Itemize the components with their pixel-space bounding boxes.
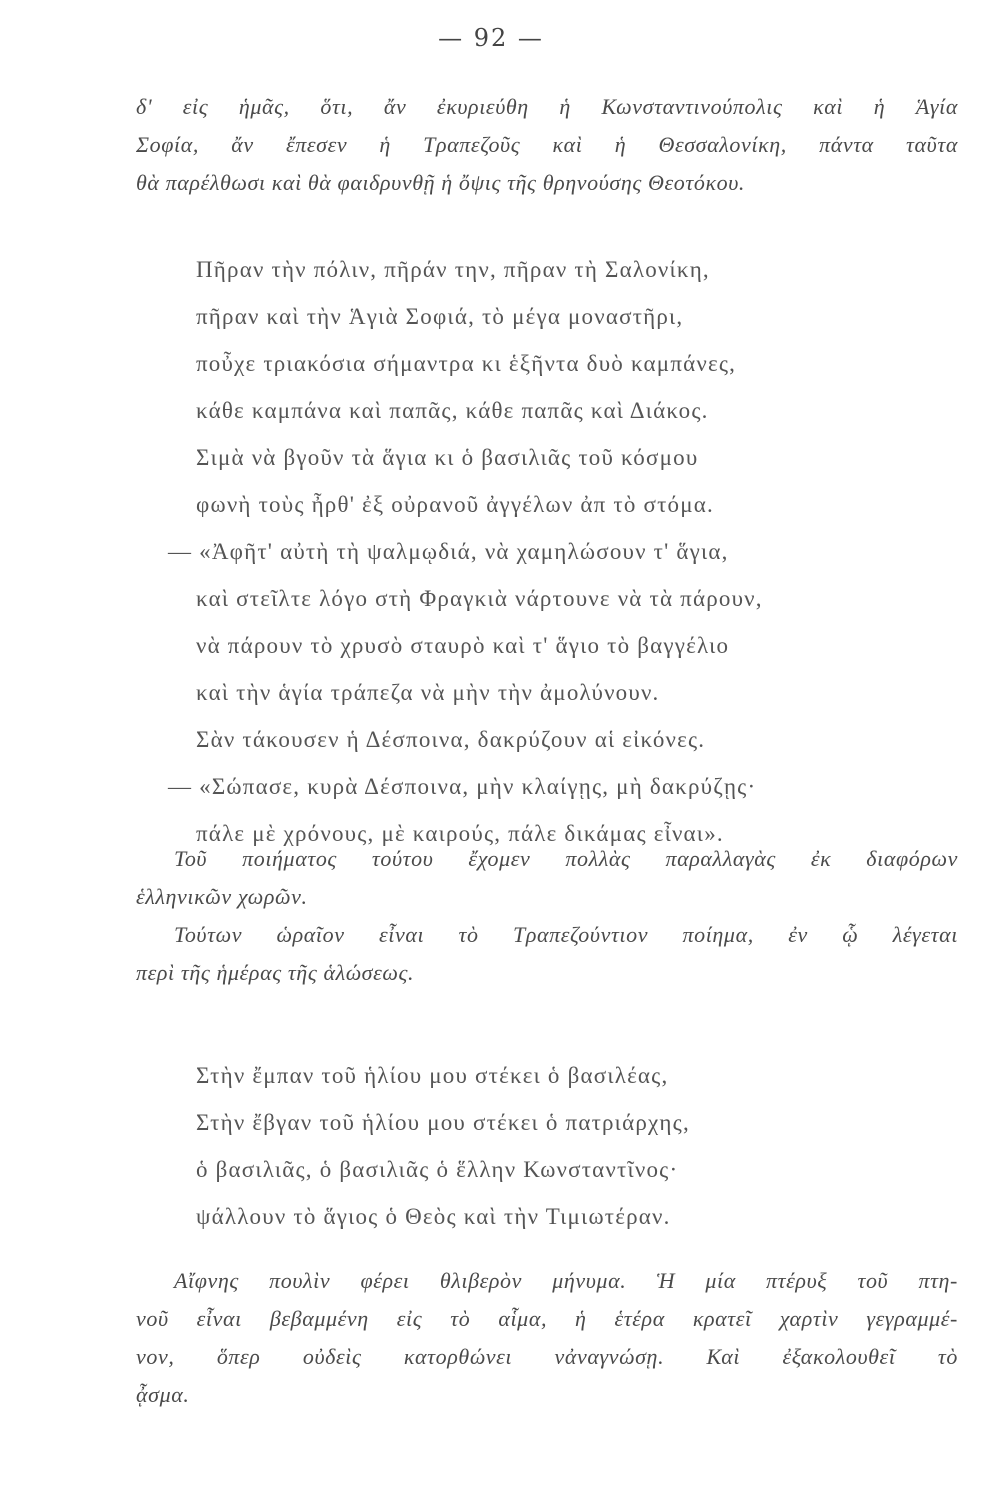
poem-trebizond — [196, 1052, 916, 1240]
text-line: Σοφία, ἄν ἔπεσεν ἡ Τραπεζοῦς καὶ ἡ Θεσσαλονίκη, πάντα ταῦτα — [136, 132, 958, 157]
verse-line: — «Ἀφῆτ' αὐτὴ τὴ ψαλμῳδιά, νὰ χαμηλώσουν τ' ἅγια, — [168, 539, 729, 564]
intro-paragraph — [136, 88, 958, 202]
text-line: Τούτων ὡραῖον εἶναι τὸ Τραπεζούντιον ποίημα, ἐν ᾧ λέγεται — [174, 922, 958, 947]
verse-line: — «Σώπασε, κυρὰ Δέσποινα, μὴν κλαίγῃς, μὴ δακρύζῃς· — [168, 774, 757, 799]
text-line: ἑλληνικῶν χωρῶν. — [136, 884, 308, 909]
text-line: νον, ὅπερ οὐδεὶς κατορθώνει νἀναγνώσῃ. Καὶ ἐξακολουθεῖ τὸ — [136, 1344, 958, 1369]
verse-line: ψάλλουν τὸ ἅγιος ὁ Θεὸς καὶ τὴν Τιμιωτέραν. — [196, 1204, 671, 1229]
verse-line: κάθε καμπάνα καὶ παπᾶς, κάθε παπᾶς καὶ Διάκος. — [196, 398, 709, 423]
verse-line: Σὰν τάκουσεν ἡ Δέσποινα, δακρύζουν αἱ εἰκόνες. — [196, 727, 706, 752]
text-line: Αἴφνης πουλὶν φέρει θλιβερὸν μήνυμα. Ἡ μία πτέρυξ τοῦ πτη- — [174, 1268, 958, 1293]
text-line: νοῦ εἶναι βεβαμμένη εἰς τὸ αἷμα, ἡ ἑτέρα κρατεῖ χαρτὶν γεγραμμέ- — [136, 1306, 958, 1331]
verse-line: Πῆραν τὴν πόλιν, πῆράν την, πῆραν τὴ Σαλονίκη, — [196, 257, 710, 282]
verse-line: νὰ πάρουν τὸ χρυσὸ σταυρὸ καὶ τ' ἅγιο τὸ βαγγέλιο — [196, 633, 730, 658]
final-paragraph — [136, 1262, 958, 1414]
text-line: θὰ παρέλθωσι καὶ θὰ φαιδρυνθῇ ἡ ὄψις τῆς θρηνούσης Θεοτόκου. — [136, 170, 746, 195]
verse-line: πῆραν καὶ τὴν Ἁγιὰ Σοφιά, τὸ μέγα μοναστῆρι, — [196, 304, 684, 329]
verse-line: καὶ στεῖλτε λόγο στὴ Φραγκιὰ νάρτουνε νὰ τὰ πάρουν, — [196, 586, 763, 611]
text-line: περὶ τῆς ἡμέρας τῆς ἁλώσεως. — [136, 960, 415, 985]
verse-line: πάλε μὲ χρόνους, μὲ καιρούς, πάλε δικάμας εἶναι». — [196, 821, 724, 846]
text-line: ᾆσμα. — [136, 1382, 190, 1407]
verse-line: Στὴν ἔβγαν τοῦ ἡλίου μου στέκει ὁ πατριάρχης, — [196, 1110, 690, 1135]
verse-line: Σιμὰ νὰ βγοῦν τὰ ἅγια κι ὁ βασιλιᾶς τοῦ κόσμου — [196, 445, 699, 470]
verse-line: καὶ τὴν ἁγία τράπεζα νὰ μὴν τὴν ἀμολύνουν. — [196, 680, 660, 705]
variants-paragraph — [136, 840, 958, 992]
verse-line: ὁ βασιλιᾶς, ὁ βασιλιᾶς ὁ ἕλλην Κωνσταντῖνος· — [196, 1157, 679, 1182]
text-line: Τοῦ ποιήματος τούτου ἔχομεν πολλὰς παραλλαγὰς ἐκ διαφόρων — [174, 846, 958, 871]
page-number: — 92 — — [438, 24, 544, 52]
text-line: δ' εἰς ἡμᾶς, ὅτι, ἄν ἐκυριεύθη ἡ Κωνσταντινούπολις καὶ ἡ Ἁγία — [136, 94, 958, 119]
verse-line: φωνὴ τοὺς ἦρθ' ἐξ οὐρανοῦ ἀγγέλων ἀπ τὸ στόμα. — [196, 492, 714, 517]
poem-capture-of-the-city — [168, 246, 916, 857]
verse-line: Στὴν ἔμπαν τοῦ ἡλίου μου στέκει ὁ βασιλέας, — [196, 1063, 669, 1088]
verse-line: ποὖχε τριακόσια σήμαντρα κι ἑξῆντα δυὸ καμπάνες, — [196, 351, 737, 376]
